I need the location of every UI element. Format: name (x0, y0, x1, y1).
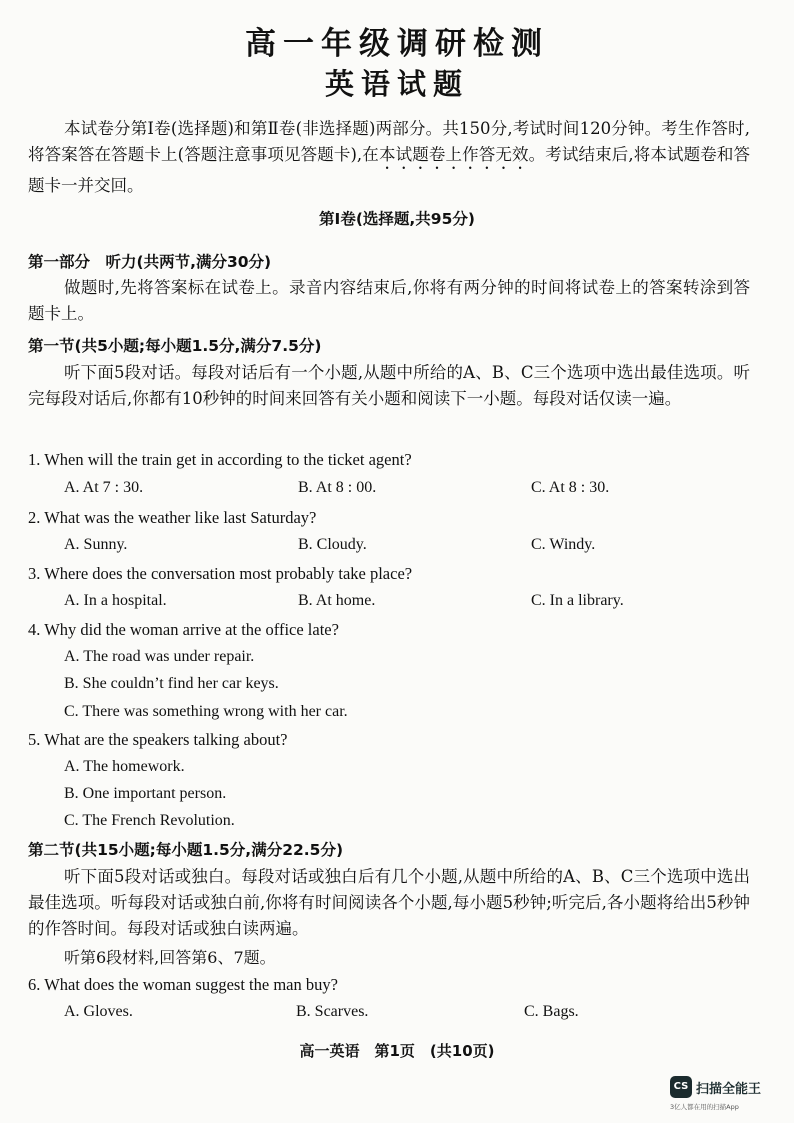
question-1-option-c: C. At 8 : 30. (531, 479, 610, 496)
question-2-stem: 2. What was the weather like last Saturday? (28, 508, 317, 527)
question-3-option-b: B. At home. (298, 592, 376, 609)
part1-heading: 第一部分 听力(共两节,满分30分) (28, 253, 272, 271)
question-2-option-b: B. Cloudy. (298, 536, 367, 553)
question-2-option-c: C. Windy. (531, 536, 596, 553)
question-1-option-b: B. At 8 : 00. (298, 479, 377, 496)
question-3-stem: 3. Where does the conversation most probably take place? (28, 564, 413, 583)
question-6-option-b: B. Scarves. (296, 1003, 369, 1020)
volume-heading: 第Ⅰ卷(选择题,共95分) (319, 210, 475, 228)
intro-emphasis: 本试题卷上作答无效 (378, 145, 529, 164)
page-footer: 高一英语 第1页 (共10页) (299, 1042, 495, 1060)
section2-instruction: 听下面5段对话或独白。每段对话或独白后有几个小题,从题中所给的A、B、C三个选项中选出最佳选项。听每段对话或独白前,你将有时间阅读各个小题,每小题5秒钟;听完后,各小题将给出5秒钟的作答时间。每段对话或独白读两遍。 (28, 867, 750, 938)
intro-paragraph (28, 116, 750, 199)
scanner-tagline: 3亿人都在用的扫描App (670, 1103, 739, 1111)
section1-instruction: 听下面5段对话。每段对话后有一个小题,从题中所给的A、B、C三个选项中选出最佳选项。听完每段对话后,你都有10秒钟的时间来回答有关小题和阅读下一小题。每段对话仅读一遍。 (28, 363, 750, 408)
exam-title: 高一年级调研检测 (245, 26, 549, 62)
scanner-watermark (670, 1076, 780, 1112)
part1-instruction: 做题时,先将答案标在试卷上。录音内容结束后,你将有两分钟的时间将试卷上的答案转涂到答题卡上。 (28, 278, 750, 323)
question-5-stem: 5. What are the speakers talking about? (28, 730, 288, 749)
question-5-option-b: B. One important person. (64, 785, 227, 802)
scanner-logo-icon: CS (670, 1076, 692, 1098)
question-6-stem: 6. What does the woman suggest the man buy? (28, 975, 338, 994)
intro-text: 本试卷分第Ⅰ卷(选择题)和第Ⅱ卷(非选择题)两部分。共150分,考试时间120分钟。考生作答时,将答案答在答题卡上(答题注意事项见答题卡),在 (28, 119, 750, 164)
question-4-stem: 4. Why did the woman arrive at the office late? (28, 620, 339, 639)
question-4-option-c: C. There was something wrong with her car. (64, 703, 348, 720)
question-4-option-b: B. She couldn’t find her car keys. (64, 675, 279, 692)
question-1-stem: 1. When will the train get in according to the ticket agent? (28, 450, 412, 469)
intro-text-end: 。考试结束后,将本试题卷和答题卡一并交回。 (28, 145, 751, 195)
exam-subject-title: 英语试题 (324, 67, 469, 101)
material-note: 听第6段材料,回答第6、7题。 (64, 948, 276, 967)
question-5-option-a: A. The homework. (64, 758, 185, 775)
question-4-option-a: A. The road was under repair. (64, 648, 255, 665)
question-2-option-a: A. Sunny. (64, 536, 128, 553)
question-6-option-a: A. Gloves. (64, 1003, 133, 1020)
question-3-option-c: C. In a library. (531, 592, 624, 609)
section1-heading: 第一节(共5小题;每小题1.5分,满分7.5分) (28, 337, 322, 355)
section2-heading: 第二节(共15小题;每小题1.5分,满分22.5分) (28, 841, 344, 859)
scanner-app-name: 扫描全能王 (696, 1082, 762, 1097)
question-1-option-a: A. At 7 : 30. (64, 479, 144, 496)
question-6-option-c: C. Bags. (524, 1003, 579, 1020)
question-3-option-a: A. In a hospital. (64, 592, 167, 609)
question-5-option-c: C. The French Revolution. (64, 812, 235, 829)
